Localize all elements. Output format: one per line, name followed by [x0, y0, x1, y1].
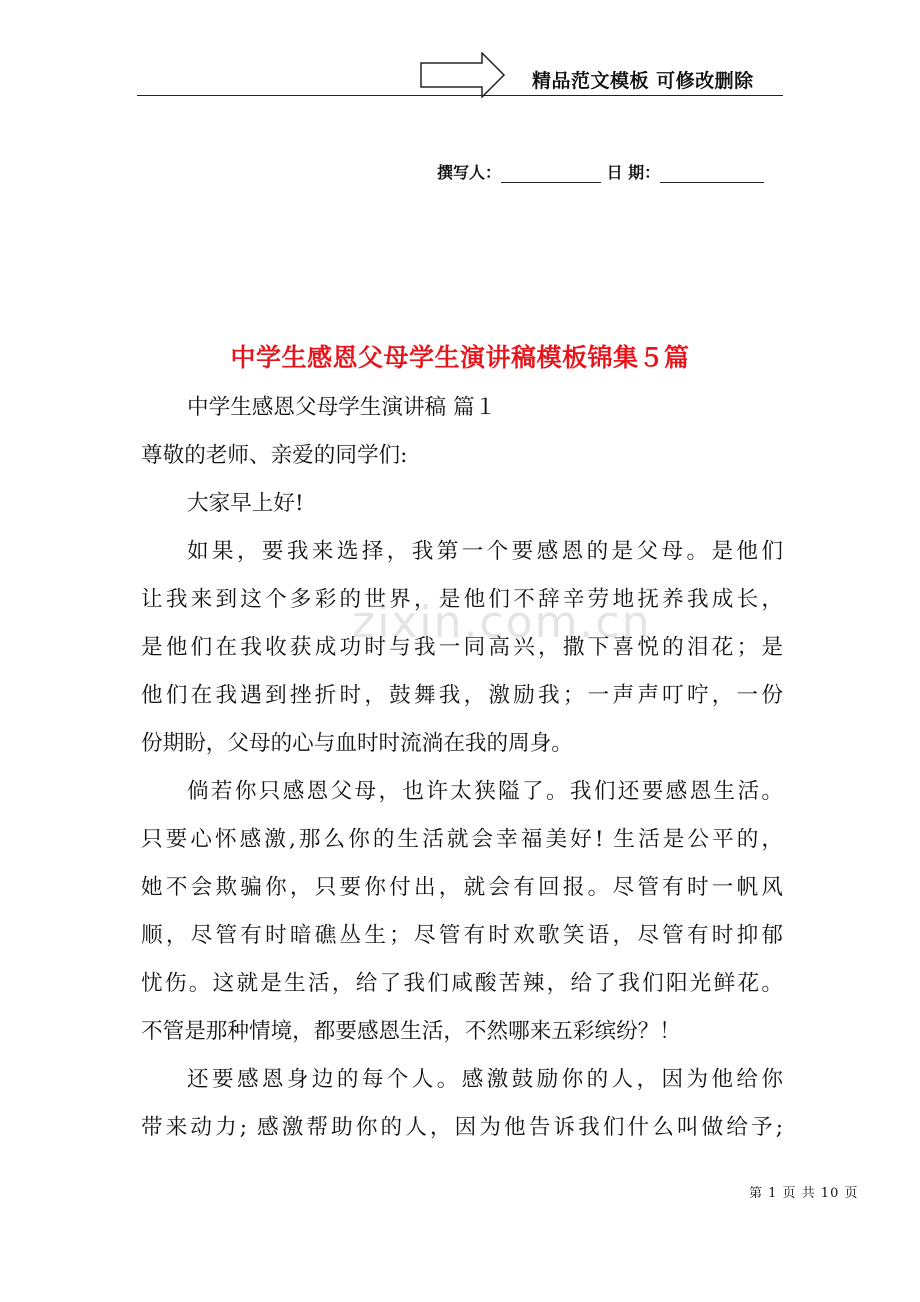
page-footer: 第 1 页 共 10 页 — [749, 1186, 859, 1201]
body-line: 大家早上好! — [187, 491, 304, 516]
body-line: 不管是那种情境，都要感恩生活，不然哪来五彩缤纷？！ — [141, 1019, 681, 1044]
body-line: 只要心怀感激,那么你的生活就会幸福美好! 生活是公平的， — [141, 827, 783, 852]
watermark: zixin.com.cn — [352, 597, 652, 648]
author-date-line — [437, 160, 764, 183]
header-tagline: 精品范文模板 可修改删除 — [532, 70, 754, 92]
date-label: 日 期： — [606, 163, 661, 182]
body-line: 是他们在我收获成功时与我一同高兴，撒下喜悦的泪花；是 — [141, 635, 783, 660]
body-line: 他们在我遇到挫折时，鼓舞我，激励我；一声声叮咛，一份 — [141, 683, 783, 708]
body-line: 份期盼，父母的心与血时时流淌在我的周身。 — [141, 731, 573, 756]
body-line: 尊敬的老师、亲爱的同学们: — [141, 443, 408, 468]
body-line: 顺，尽管有时暗礁丛生；尽管有时欢歌笑语，尽管有时抑郁 — [141, 923, 783, 948]
body-line: 忧伤。这就是生活，给了我们咸酸苦辣，给了我们阳光鲜花。 — [141, 971, 783, 996]
body-line: 让我来到这个多彩的世界，是他们不辞辛劳地抚养我成长， — [141, 587, 783, 612]
document-title: 中学生感恩父母学生演讲稿模板锦集５篇 — [230, 343, 690, 372]
body-line: 还要感恩身边的每个人。感激鼓励你的人，因为他给你 — [187, 1067, 783, 1092]
body-line: 她不会欺骗你，只要你付出，就会有回报。尽管有时一帆风 — [141, 875, 783, 900]
header-divider — [137, 95, 783, 96]
author-blank — [501, 164, 601, 183]
body-line: 如果，要我来选择，我第一个要感恩的是父母。是他们 — [187, 539, 783, 564]
body-line: 倘若你只感恩父母，也许太狭隘了。我们还要感恩生活。 — [187, 779, 783, 804]
arrow-icon — [420, 52, 506, 98]
body-line: 中学生感恩父母学生演讲稿 篇１ — [187, 395, 497, 420]
body-line: 带来动力; 感激帮助你的人，因为他告诉我们什么叫做给予; — [141, 1115, 783, 1140]
document-body — [141, 384, 783, 1152]
author-label: 撰写人： — [437, 163, 502, 182]
date-blank — [660, 164, 764, 183]
